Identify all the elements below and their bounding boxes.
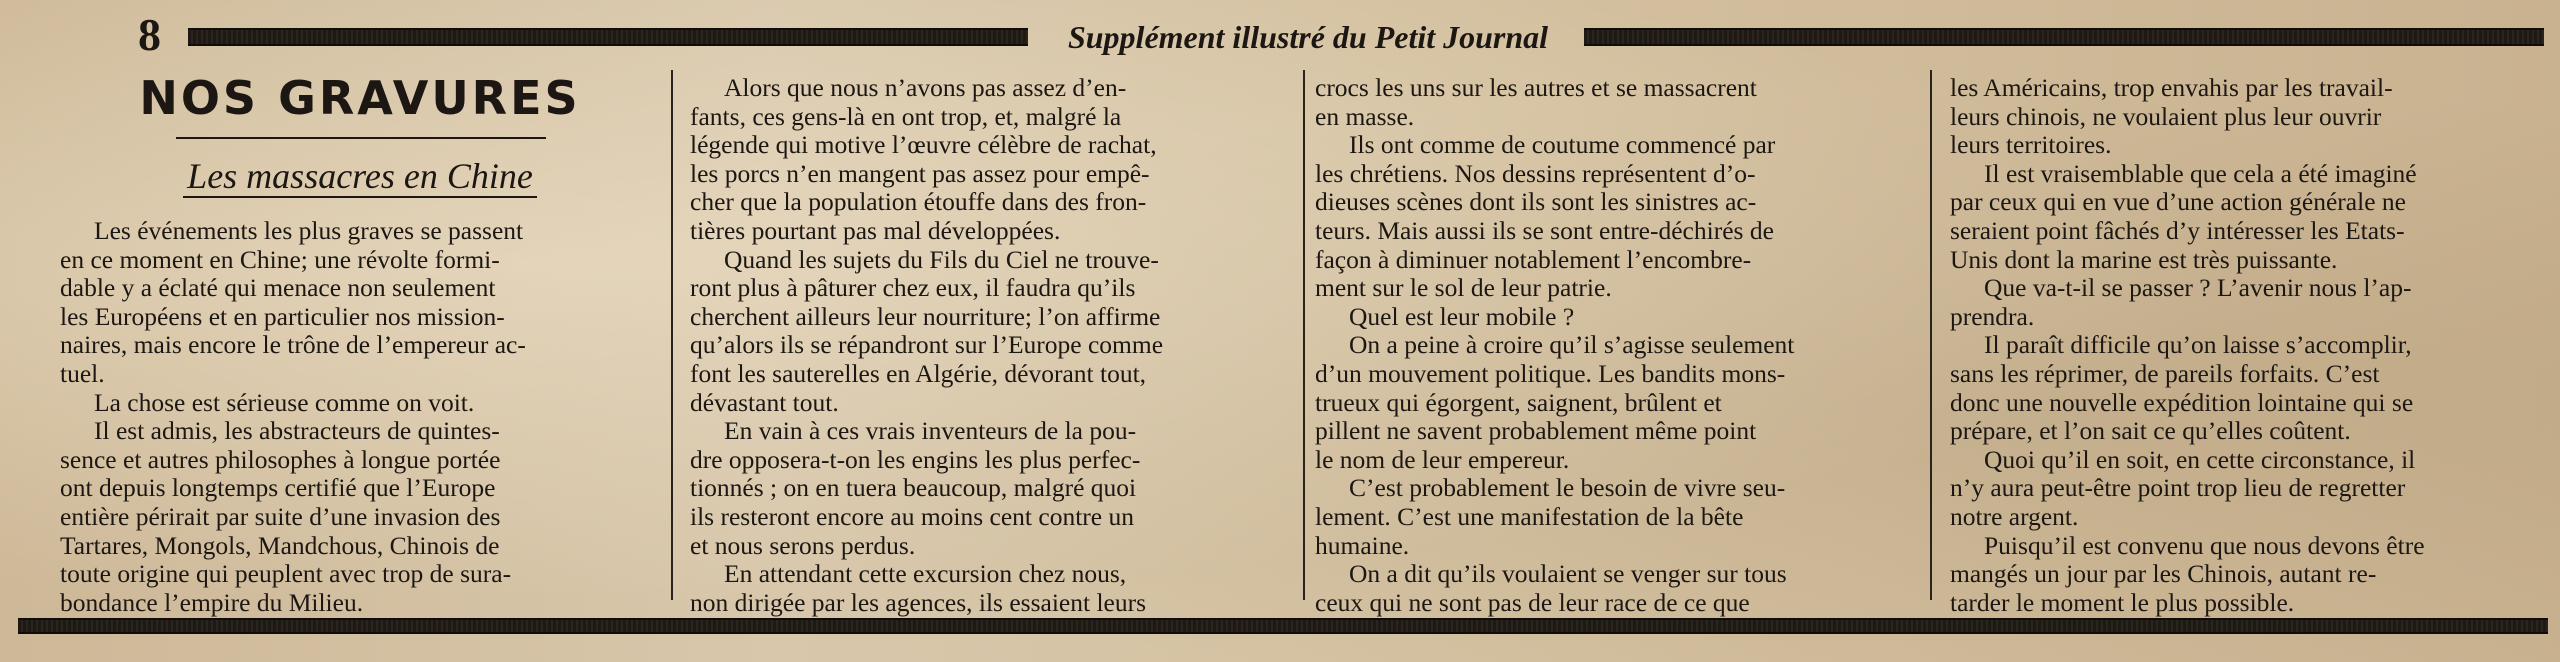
text-line: Que va-t-il se passer ? L’avenir nous l’ap-	[1984, 274, 2412, 303]
newspaper-title: Supplément illustré du Petit Journal	[1067, 19, 1549, 55]
text-line: cherchent ailleurs leur nourriture; l’on affirme	[690, 302, 1161, 331]
text-column-4	[1950, 74, 2550, 617]
text-line: On a dit qu’ils voulaient se venger sur tous	[1349, 560, 1787, 589]
text-line: Puisqu’il est convenu que nous devons être	[1984, 531, 2425, 560]
text-line: d’un mouvement politique. Les bandits mons-	[1315, 359, 1786, 388]
text-line: En attendant cette excursion chez nous,	[724, 560, 1127, 589]
text-line: façon à diminuer notablement l’encombre-	[1315, 245, 1752, 274]
text-line: Ils ont comme de coutume commencé par	[1349, 131, 1776, 160]
text-line: Il est vraisemblable que cela a été imaginé	[1984, 159, 2417, 188]
text-line: ont depuis longtemps certifié que l’Europe	[60, 474, 496, 503]
text-line: non dirigée par les agences, ils essaient leurs	[690, 588, 1147, 617]
text-line: On a peine à croire qu’il s’agisse seulement	[1349, 331, 1795, 360]
text-line: notre argent.	[1950, 502, 2079, 531]
text-line: prendra.	[1950, 302, 2035, 331]
text-line: tuel.	[60, 359, 105, 388]
footer-rule	[18, 618, 2548, 634]
text-line: font les sauterelles en Algérie, dévorant tout,	[690, 359, 1147, 388]
text-line: teurs. Mais aussi ils se sont entre-déchirés de	[1315, 216, 1774, 245]
text-column-2	[690, 74, 1300, 617]
spacer	[60, 103, 660, 132]
text-line: donc une nouvelle expédition lointaine qui se	[1950, 388, 2414, 417]
spacer	[60, 74, 660, 103]
text-line: C’est probablement le besoin de vivre seu-	[1349, 474, 1786, 503]
column-divider	[671, 70, 673, 600]
text-line: cher que la population étouffe dans des fron-	[690, 188, 1147, 217]
text-line: ment sur le sol de leur patrie.	[1315, 274, 1612, 303]
header-rule-left	[188, 28, 1028, 46]
text-line: lement. C’est une manifestation de la bête	[1315, 502, 1744, 531]
text-line: les porcs n’en mangent pas assez pour empê-	[690, 159, 1150, 188]
text-line: sans les réprimer, de pareils forfaits. C’est	[1950, 359, 2380, 388]
text-line: fants, ces gens-là en ont trop, et, malgré la	[690, 102, 1122, 131]
text-line: les Européens et en particulier nos mission-	[60, 302, 505, 331]
text-line: tières pourtant pas mal développées.	[690, 216, 1061, 245]
text-line: humaine.	[1315, 531, 1410, 560]
text-line: Tartares, Mongols, Mandchous, Chinois de	[60, 531, 500, 560]
header-rule-right	[1584, 28, 2544, 46]
spacer	[60, 188, 660, 217]
text-line: Unis dont la marine est très puissante.	[1950, 245, 2338, 274]
text-line: en masse.	[1315, 102, 1415, 131]
text-line: Alors que nous n’avons pas assez d’en-	[724, 74, 1127, 102]
spacer	[60, 160, 660, 189]
text-line: légende qui motive l’œuvre célèbre de rachat,	[690, 131, 1157, 160]
text-line: qu’alors ils se répandront sur l’Europe comme	[690, 331, 1164, 360]
text-line: sence et autres philosophes à longue portée	[60, 445, 501, 474]
column-divider	[1930, 70, 1932, 600]
text-line: Les événements les plus graves se passent	[94, 216, 524, 245]
text-line: le nom de leur empereur.	[1315, 445, 1570, 474]
text-line: trueux qui égorgent, saignent, brûlent et	[1315, 388, 1722, 417]
text-line: ils resteront encore au moins cent contre un	[690, 502, 1134, 531]
text-line: ceux qui ne sont pas de leur race de ce que	[1315, 588, 1750, 617]
text-line: dévastant tout.	[690, 388, 839, 417]
text-line: dieuses scènes dont ils sont les sinistres ac-	[1315, 188, 1757, 217]
text-line: Quel est leur mobile ?	[1349, 302, 1575, 331]
text-line: toute origine qui peuplent avec trop de sura-	[60, 560, 512, 589]
text-line: Quand les sujets du Fils du Ciel ne trouve-	[724, 245, 1159, 274]
text-line: n’y aura peut-être point trop lieu de regretter	[1950, 474, 2406, 503]
text-line: ront plus à pâturer chez eux, il faudra qu’ils	[690, 274, 1136, 303]
text-line: leurs territoires.	[1950, 131, 2112, 160]
text-line: pillent ne savent probablement même point	[1315, 417, 1757, 446]
text-line: mangés un jour par les Chinois, autant re-	[1950, 560, 2377, 589]
text-line: tarder le moment le plus possible.	[1950, 588, 2295, 617]
text-line: tionnés ; on en tuera beaucoup, malgré quoi	[690, 474, 1137, 503]
text-line: en ce moment en Chine; une révolte formi-	[60, 245, 500, 274]
text-column-1	[60, 71, 660, 617]
text-line: Quoi qu’il en soit, en cette circonstance, il	[1984, 445, 2416, 474]
text-line: dre opposera-t-on les engins les plus perfec-	[690, 445, 1141, 474]
text-line: entière périrait par suite d’une invasion des	[60, 502, 501, 531]
text-line: Il paraît difficile qu’on laisse s’accomplir,	[1984, 331, 2412, 360]
page-number: 8	[138, 9, 161, 60]
text-line: naires, mais encore le trône de l’empereur ac-	[60, 331, 526, 360]
text-line: La chose est sérieuse comme on voit.	[94, 388, 475, 417]
text-line: par ceux qui en vue d’une action générale ne	[1950, 188, 2406, 217]
text-line: dable y a éclaté qui menace non seulement	[60, 274, 496, 303]
text-line: et nous serons perdus.	[690, 531, 916, 560]
text-line: leurs chinois, ne voulaient plus leur ouvrir	[1950, 102, 2382, 131]
text-line: bondance l’empire du Milieu.	[60, 588, 364, 617]
text-line: seraient point fâchés d’y intéresser les Etats-	[1950, 216, 2405, 245]
article-title-text: Les massacres en Chine	[183, 156, 537, 198]
text-line: En vain à ces vrais inventeurs de la pou-	[724, 417, 1137, 446]
column-divider	[1303, 70, 1305, 600]
text-line: prépare, et l’on sait ce qu’elles coûtent.	[1950, 417, 2351, 446]
text-line: crocs les uns sur les autres et se massacrent	[1315, 74, 1757, 102]
text-line: les chrétiens. Nos dessins représentent d’o-	[1315, 159, 1756, 188]
section-title: NOS GRAVURES	[139, 71, 581, 125]
text-line: Il est admis, les abstracteurs de quintes-	[94, 417, 500, 446]
text-column-3	[1315, 74, 1915, 617]
page-header	[0, 9, 2560, 60]
text-line: les Américains, trop envahis par les travail-	[1950, 74, 2393, 102]
spacer	[60, 131, 660, 160]
